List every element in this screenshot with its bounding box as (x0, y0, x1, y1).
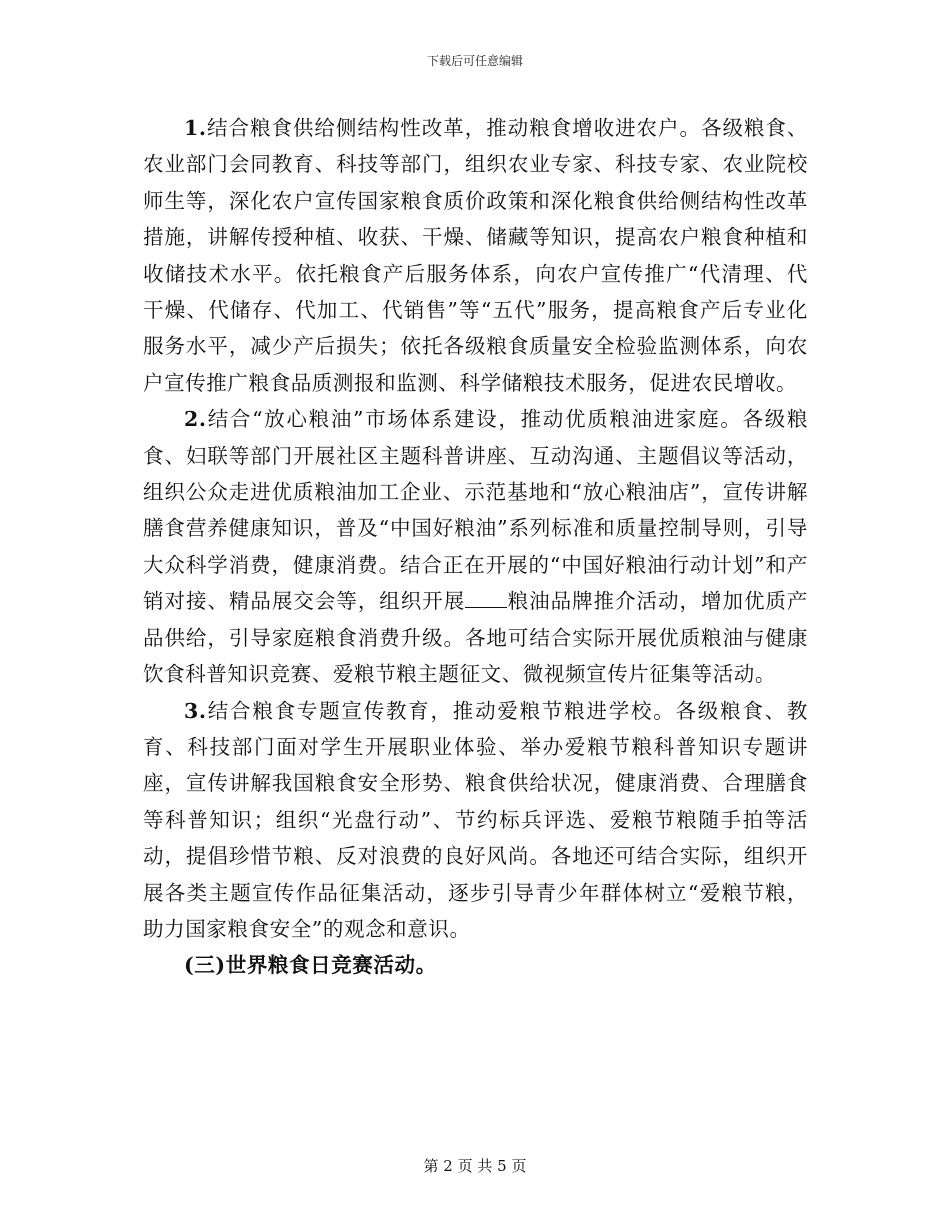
document-body (143, 110, 808, 984)
paragraph-3-text: 结合粮食专题宣传教育，推动爱粮节粮进学校。各级粮食、教育、科技部门面对学生开展职业体验、举办爱粮节粮科普知识专题讲座，宣传讲解我国粮食安全形势、粮食供给状况，健康消费、合理膳食等科普知识；组织“光盘行动”、节约标兵评选、爱粮节粮随手拍等活动，提倡珍惜节粮、反对浪费的良好风尚。各地还可结合实际，组织开展各类主题宣传作品征集活动，逐步引导青少年群体树立“爱粮节粮，助力国家粮食安全”的观念和意识。 (143, 698, 808, 941)
paragraph-1 (143, 110, 808, 401)
paragraph-3 (143, 693, 808, 948)
fill-in-blank (465, 589, 507, 608)
paragraph-3-number: 3. (184, 698, 207, 723)
page-footer: 第 2 页 共 5 页 (423, 1157, 527, 1175)
section-heading: (三)世界粮食日竞赛活动。 (184, 953, 437, 978)
paragraph-2 (143, 401, 808, 692)
page-header: 下载后可任意编辑 (426, 54, 523, 68)
paragraph-1-text: 结合粮食供给侧结构性改革，推动粮食增收进农户。各级粮食、农业部门会同教育、科技等部门，组织农业专家、科技专家、农业院校师生等，深化农户宣传国家粮食质价政策和深化粮食供给侧结构性改革措施，讲解传授种植、收获、干燥、储藏等知识，提高农户粮食种植和收储技术水平。依托粮食产后服务体系，向农户宣传推广“代清理、代干燥、代储存、代加工、代销售”等“五代”服务，提高粮食产后专业化服务水平，减少产后损失；依托各级粮食质量安全检验监测体系，向农户宣传推广粮食品质测报和监测、科学储粮技术服务，促进农民增收。 (143, 116, 808, 395)
paragraph-2-text-before: 结合“放心粮油”市场体系建设，推动优质粮油进家庭。各级粮食、妇联等部门开展社区主题科普讲座、互动沟通、主题倡议等活动，组织公众走进优质粮油加工企业、示范基地和“放心粮油店”，宣传讲解膳食营养健康知识，普及“中国好粮油”系列标准和质量控制导则，引导大众科学消费，健康消费。结合正在开展的“中国好粮油行动计划”和产销对接、精品展交会等，组织开展 (143, 407, 808, 614)
paragraph-1-number: 1. (184, 116, 207, 140)
paragraph-2-number: 2. (184, 407, 207, 432)
paragraph-2-text-after: 粮油品牌推介活动，增加优质产品供给，引导家庭粮食消费升级。各地可结合实际开展优质粮油与健康饮食科普知识竞赛、爱粮节粮主题征文、微视频宣传片征集等活动。 (143, 589, 809, 687)
